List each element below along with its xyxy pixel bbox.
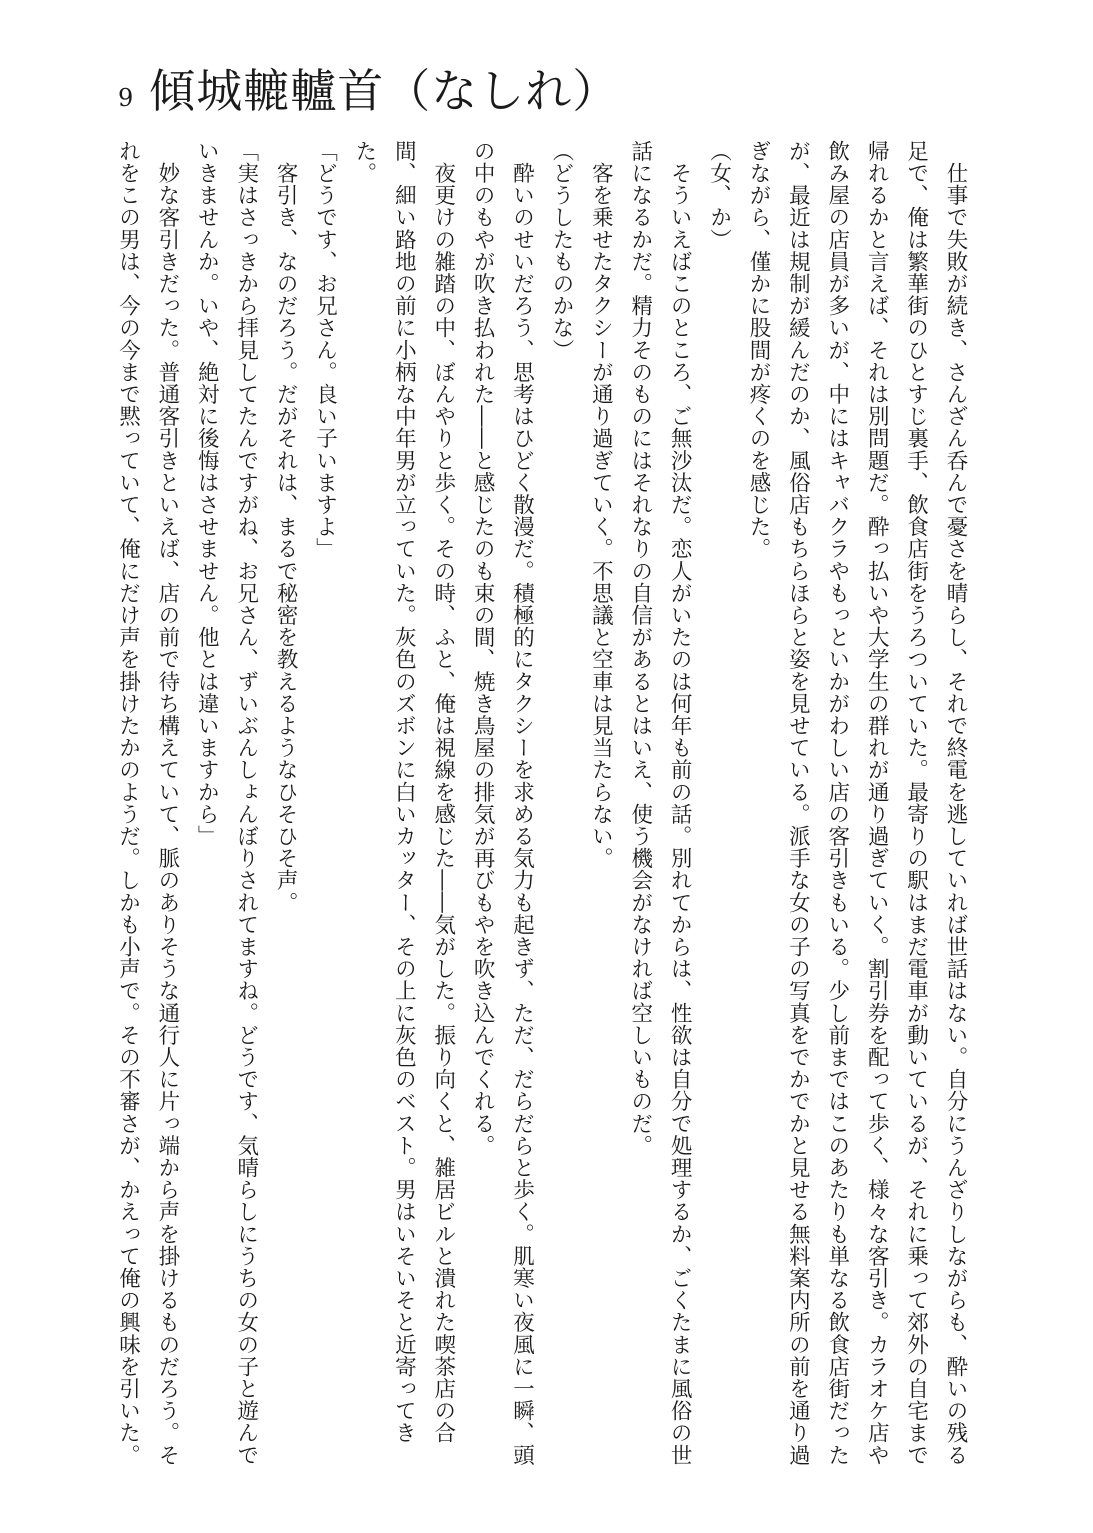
chapter-title: 傾城轆轤首（なしれ）: [149, 64, 620, 118]
paragraph: 「実はさっきから拝見してたんですがね、お兄さん、ずいぶんしょんぼりされてますね。どうです、気晴らしにうちの女の子と遊んでいきませんか。いや、絶対に後悔はさせません。他とは違いますから」: [194, 140, 259, 1466]
chapter-number: 9: [118, 84, 134, 112]
paragraph: 客引き、なのだろう。だがそれは、まるで秘密を教えるようなひそひそ声。: [273, 140, 299, 914]
paragraph: そういえばこのところ、ご無沙汰だ。恋人がいたのは何年も前の話。別れてからは、性欲は自分で処理するか、ごくたまに風俗の世話になるかだ。精力そのものにはそれなりの自信があるとはいえ、使う機会がなければ空しいものだ。: [627, 140, 693, 1466]
body-text: [115, 140, 975, 1475]
paragraph: 酔いのせいだろう、思考はひどく散漫だ。積極的にタクシーを求める気力も起きず、ただ、だらだらと歩く。肌寒い夜風に一瞬、頭の中のもやが吹き払われた――と感じたのも束の間、焼き鳥屋の排気が再びもやを吹き込んでくれる。: [470, 140, 535, 1466]
paragraph: 仕事で失敗が続き、さんざん呑んで憂さを晴らし、それで終電を逃していれば世話はない。自分にうんざりしながらも、酔いの残る足で、俺は繁華街のひとすじ裏手、飲食店街をうろついていた。最寄りの駅はまだ電車が動いているが、それに乗って郊外の自宅まで帰れるかと言えば、それは別問題だ。酔っ払いや大学生の群れが通り過ぎていく。割引券を配って歩く、様々な客引き。カラオケ店や飲み屋の店員が多いが、中にはキャバクラやもっといかがわしい店の客引きもいる。少し前まではこのあたりも単なる飲食店街だったが、最近は規制が緩んだのか、風俗店もちらほらと姿を見せている。派手な女の子の写真をでかでかと見せる無料案内所の前を通り過ぎながら、僅かに股間が疼くのを感じた。: [745, 140, 968, 1466]
paragraph: （どうしたものかな）: [548, 140, 574, 361]
paragraph: 客を乗せたタクシーが通り過ぎていく。不思議と空車は見当たらない。: [588, 140, 614, 870]
paragraph: 夜更けの雑踏の中、ぼんやりと歩く。その時、ふと、俺は視線を感じた――気がした。振り向くと、雑居ビルと潰れた喫茶店の合間、細い路地の前に小柄な中年男が立っていた。灰色のズボンに白いカッター、その上に灰色のベスト。男はいそいそと近寄ってきた。: [351, 140, 456, 1444]
paragraph: （女、か）: [706, 140, 732, 251]
paragraph: 妙な客引きだった。普通客引きといえば、店の前で待ち構えていて、脈のありそうな通行人に片っ端から声を掛けるものだろう。それをこの男は、今の今まで黙っていて、俺にだけ声を掛けたかのようだ。しかも小声で。その不審さが、かえって俺の興味を引いた。: [115, 140, 180, 1466]
page-header: [118, 40, 619, 120]
paragraph: 「どうです、お兄さん。良い子いますよ」: [312, 140, 338, 560]
